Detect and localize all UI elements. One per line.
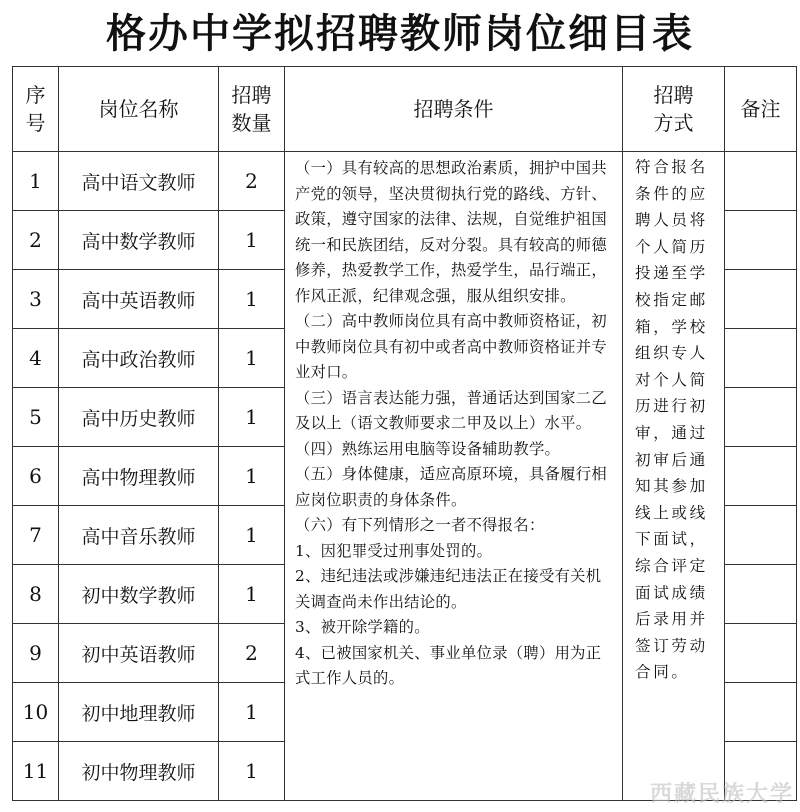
row-remarks xyxy=(725,152,797,211)
row-position: 初中数学教师 xyxy=(59,565,219,624)
row-position: 高中物理教师 xyxy=(59,447,219,506)
header-conditions: 招聘条件 xyxy=(285,67,623,152)
condition-item: 2、违纪违法或涉嫌违纪违法正在接受有关机关调查尚未作出结论的。 xyxy=(295,567,602,611)
row-count: 1 xyxy=(219,506,285,565)
row-index: 5 xyxy=(13,388,59,447)
row-count: 2 xyxy=(219,152,285,211)
row-count: 1 xyxy=(219,742,285,801)
row-count: 1 xyxy=(219,211,285,270)
row-count: 1 xyxy=(219,565,285,624)
row-remarks xyxy=(725,329,797,388)
row-index: 6 xyxy=(13,447,59,506)
row-count: 1 xyxy=(219,447,285,506)
condition-item: （四）熟练运用电脑等设备辅助教学。 xyxy=(295,439,561,458)
row-index: 10 xyxy=(13,683,59,742)
condition-item: （三）语言表达能力强，普通话达到国家二乙及以上（语文教师要求二甲及以上）水平。 xyxy=(295,388,607,432)
page-title: 格办中学拟招聘教师岗位细目表 xyxy=(106,11,694,57)
row-index: 1 xyxy=(13,152,59,211)
row-index: 3 xyxy=(13,270,59,329)
row-position: 初中地理教师 xyxy=(59,683,219,742)
row-position: 高中音乐教师 xyxy=(59,506,219,565)
row-position: 高中历史教师 xyxy=(59,388,219,447)
condition-item: 1、因犯罪受过刑事处罚的。 xyxy=(295,541,493,560)
header-count: 招聘 数量 xyxy=(219,67,285,152)
row-count: 1 xyxy=(219,329,285,388)
condition-item: 3、被开除学籍的。 xyxy=(295,618,430,636)
row-remarks xyxy=(725,624,797,683)
recruitment-method: 符合报名条件的应聘人员将个人简历投递至学校指定邮箱，学校组织专人对个人简历进行初审，通过初审后通知其参加线上或线下面试，综合评定面试成绩后录用并签订劳动合同。 xyxy=(623,152,725,801)
header-position: 岗位名称 xyxy=(59,67,219,152)
row-position: 高中英语教师 xyxy=(59,270,219,329)
row-position: 初中物理教师 xyxy=(59,742,219,801)
condition-item: （六）有下列情形之一者不得报名： xyxy=(295,516,545,534)
header-remarks: 备注 xyxy=(725,67,797,152)
table-header-row xyxy=(13,67,797,152)
row-index: 7 xyxy=(13,506,59,565)
table-row xyxy=(13,152,797,211)
recruitment-table xyxy=(12,66,797,801)
row-remarks xyxy=(725,388,797,447)
header-method: 招聘 方式 xyxy=(623,67,725,152)
header-index: 序 号 xyxy=(13,67,59,152)
row-position: 高中数学教师 xyxy=(59,211,219,270)
row-remarks xyxy=(725,211,797,270)
row-index: 8 xyxy=(13,565,59,624)
row-remarks xyxy=(725,506,797,565)
condition-item: 4、已被国家机关、事业单位录（聘）用为正式工作人员的。 xyxy=(295,643,602,687)
row-position: 高中政治教师 xyxy=(59,329,219,388)
row-count: 2 xyxy=(219,624,285,683)
row-index: 2 xyxy=(13,211,59,270)
row-index: 4 xyxy=(13,329,59,388)
row-position: 初中英语教师 xyxy=(59,624,219,683)
row-position: 高中语文教师 xyxy=(59,152,219,211)
recruitment-conditions xyxy=(285,152,623,801)
row-index: 11 xyxy=(13,742,59,801)
condition-item: （一）具有较高的思想政治素质，拥护中国共产党的领导，坚决贯彻执行党的路线、方针、政策，遵守国家的法律、法规，自觉维护祖国统一和民族团结，反对分裂。具有较高的师德修养，热爱教学工作，热爱学生，品行端正，作风正派，纪律观念强，服从组织安排。 xyxy=(295,159,607,305)
condition-item: （二）高中教师岗位具有高中教师资格证，初中教师岗位具有初中或者高中教师资格证并专业对口。 xyxy=(295,312,607,381)
row-count: 1 xyxy=(219,270,285,329)
row-remarks xyxy=(725,565,797,624)
row-index: 9 xyxy=(13,624,59,683)
watermark: 西藏民族大学 xyxy=(649,782,794,807)
row-remarks xyxy=(725,447,797,506)
row-count: 1 xyxy=(219,388,285,447)
row-remarks xyxy=(725,683,797,742)
row-count: 1 xyxy=(219,683,285,742)
condition-item: （五）身体健康，适应高原环境，具备履行相应岗位职责的身体条件。 xyxy=(295,465,607,509)
row-remarks xyxy=(725,270,797,329)
